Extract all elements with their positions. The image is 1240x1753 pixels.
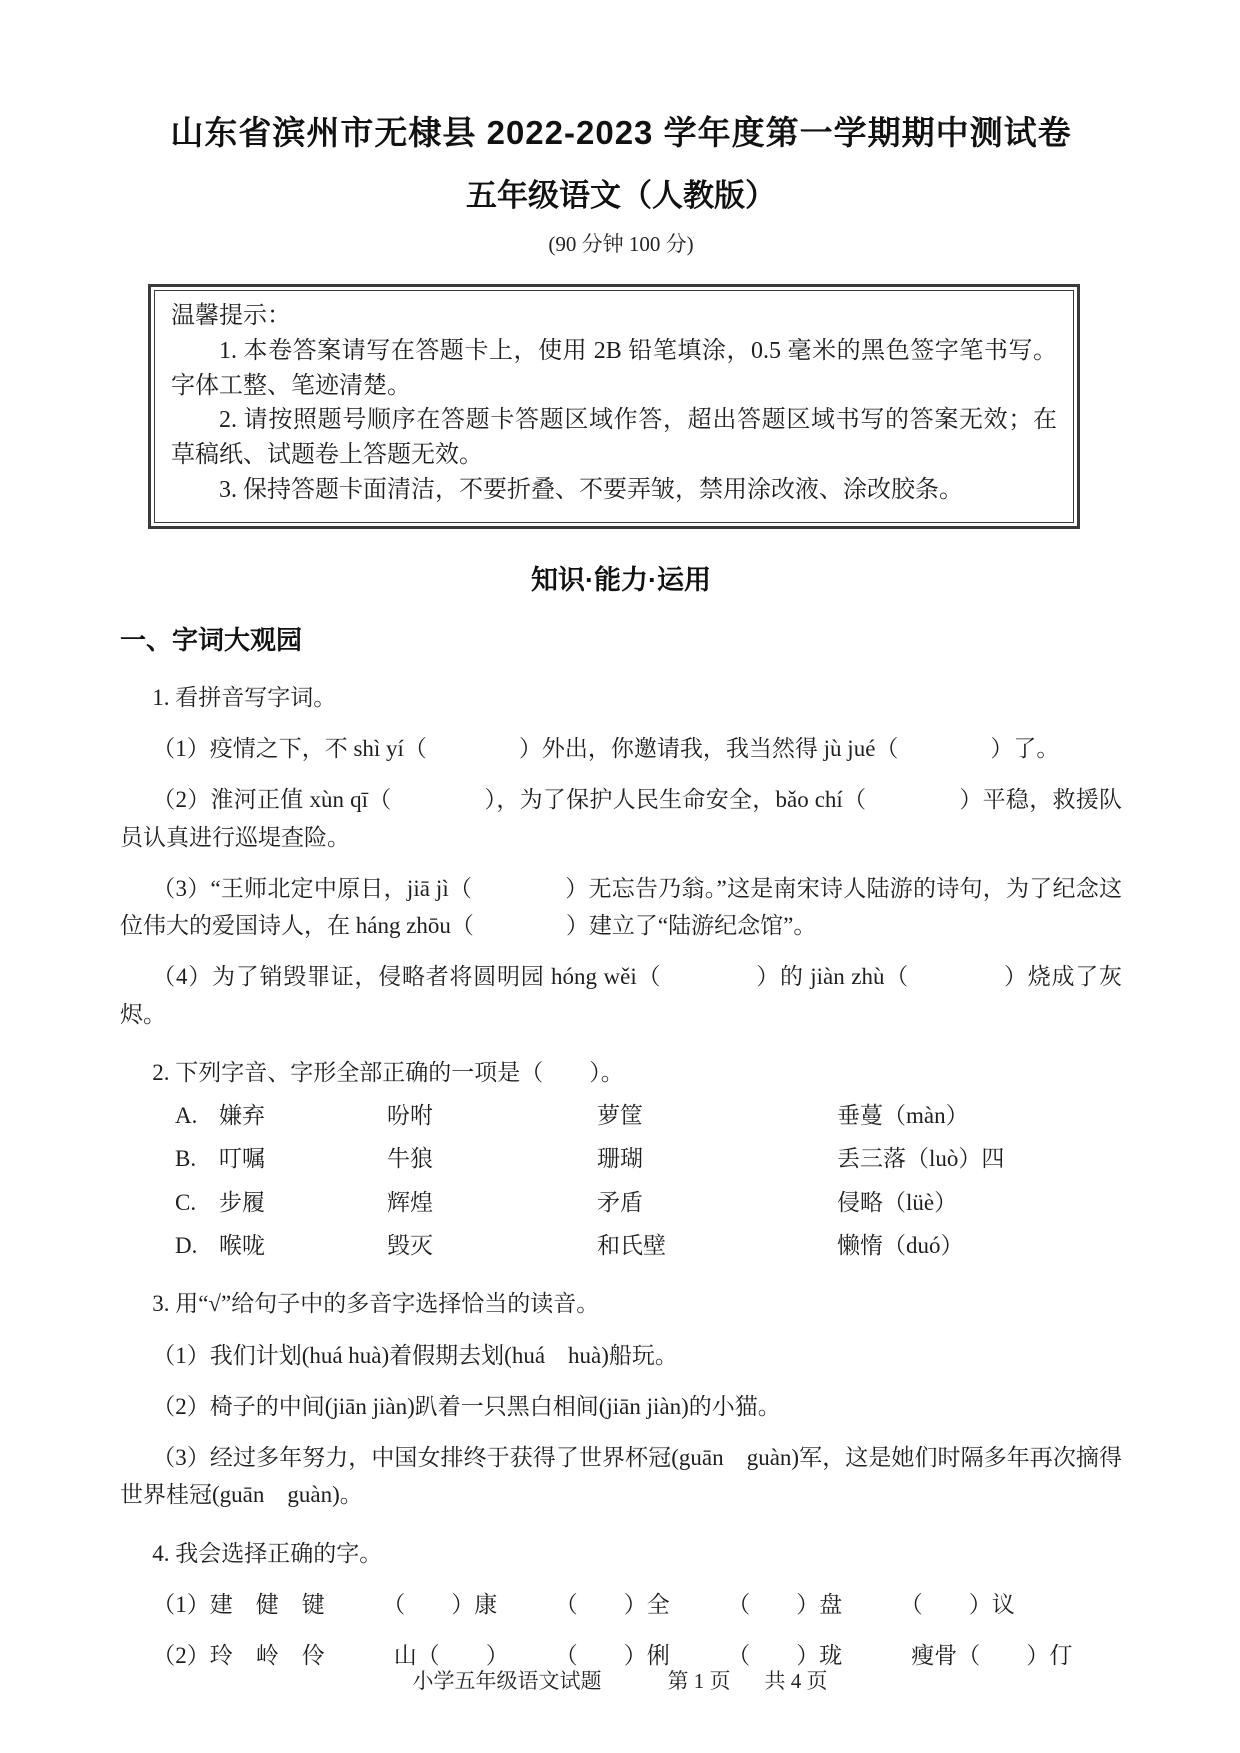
option-word-4: 丢三落（luò）四	[837, 1146, 1005, 1172]
q3-item-1: （1）我们计划(huá huà)着假期去划(huá huà)船玩。	[152, 1342, 678, 1368]
q4-item-2: （2）玲 岭 伶 山（ ） （ ）俐 （ ）珑 瘦骨（ ）仃	[152, 1643, 1073, 1669]
notice-item-2: 2. 请按照题号顺序在答题卡答题区域作答，超出答题区域书写的答案无效；在草稿纸、试题卷上答题无效。	[171, 407, 1057, 469]
doc-meta-duration-score: (90 分钟 100 分)	[548, 232, 694, 256]
option-word-2: 辉煌	[387, 1189, 433, 1215]
q4-stem: 4. 我会选择正确的字。	[152, 1540, 383, 1566]
option-word-1: 喉咙	[219, 1233, 265, 1259]
option-word-1: 步履	[219, 1189, 265, 1215]
option-label: A.	[175, 1103, 198, 1129]
section-heading: 知识·能力·运用	[531, 564, 711, 595]
q4-item-1: （1）建 健 键 （ ）康 （ ）全 （ ）盘 （ ）议	[152, 1592, 1015, 1618]
q2-option-c	[175, 1185, 1122, 1221]
q2-stem: 2. 下列字音、字形全部正确的一项是（ ）。	[152, 1059, 624, 1085]
notice-item-1: 1. 本卷答案请写在答题卡上，使用 2B 铅笔填涂，0.5 毫米的黑色签字笔书写。字体工整、笔迹清楚。	[171, 337, 1057, 399]
option-label: B.	[175, 1146, 197, 1172]
q3-stem: 3. 用“√”给句子中的多音字选择恰当的读音。	[152, 1291, 600, 1317]
option-label: C.	[175, 1189, 197, 1215]
q1-item-2: （2）淮河正值 xùn qī（ ），为了保护人民生命安全，bǎo chí（ ）平稳，救援队员认真进行巡堤查险。	[120, 787, 1122, 850]
notice-box-inner	[154, 290, 1074, 523]
notice-item-3: 3. 保持答题卡面清洁，不要折叠、不要弄皱，禁用涂改液、涂改胶条。	[219, 476, 963, 503]
footer-doc-label: 小学五年级语文试题	[412, 1669, 602, 1693]
doc-title: 山东省滨州市无棣县 2022-2023 学年度第一学期期中测试卷	[170, 114, 1072, 151]
option-word-3: 和氏壁	[597, 1233, 666, 1259]
footer-total-pages: 共 4 页	[764, 1669, 828, 1693]
option-word-3: 萝筐	[597, 1103, 643, 1129]
q2-option-d	[175, 1228, 1122, 1264]
option-label: D.	[175, 1233, 198, 1259]
part-heading-1: 一、字词大观园	[120, 624, 303, 655]
q1-item-1: （1）疫情之下，不 shì yí（ ）外出，你邀请我，我当然得 jù jué（ ）了。	[152, 736, 1060, 761]
option-word-2: 牛狼	[387, 1146, 433, 1172]
option-word-2: 毁灭	[387, 1233, 433, 1259]
q2-option-b	[175, 1141, 1122, 1177]
page-footer	[0, 1665, 1240, 1695]
notice-heading: 温馨提示：	[171, 303, 291, 329]
option-word-4: 垂蔓（màn）	[837, 1103, 969, 1129]
doc-subtitle: 五年级语文（人教版）	[466, 178, 776, 214]
option-word-3: 矛盾	[597, 1189, 643, 1215]
q1-item-3: （3）“王师北定中原日，jiā jì（ ）无忘告乃翁。”这是南宋诗人陆游的诗句，为了纪念这位伟大的爱国诗人，在 háng zhōu（ ）建立了“陆游纪念馆”。	[120, 875, 1122, 938]
option-word-1: 叮嘱	[219, 1146, 265, 1172]
q1-stem: 1. 看拼音写字词。	[152, 684, 337, 710]
option-word-3: 珊瑚	[597, 1146, 643, 1172]
q3-item-3: （3）经过多年努力，中国女排终于获得了世界杯冠(guān guàn)军，这是她们时隔多年再次摘得世界桂冠(guān guàn)。	[120, 1445, 1122, 1508]
q1-item-4: （4）为了销毁罪证，侵略者将圆明园 hóng wěi（ ）的 jiàn zhù（ ）烧成了灰烬。	[120, 964, 1122, 1027]
option-word-4: 侵略（lüè）	[837, 1189, 958, 1215]
option-word-4: 懒惰（duó）	[837, 1233, 964, 1259]
q2-option-a	[175, 1098, 1122, 1134]
footer-page-number: 第 1 页	[667, 1669, 731, 1693]
q3-item-2: （2）椅子的中间(jiān jiàn)趴着一只黑白相间(jiān jiàn)的小猫。	[152, 1393, 781, 1419]
notice-box	[148, 284, 1080, 529]
option-word-2: 吩咐	[387, 1103, 433, 1129]
option-word-1: 嫌弃	[219, 1103, 265, 1129]
